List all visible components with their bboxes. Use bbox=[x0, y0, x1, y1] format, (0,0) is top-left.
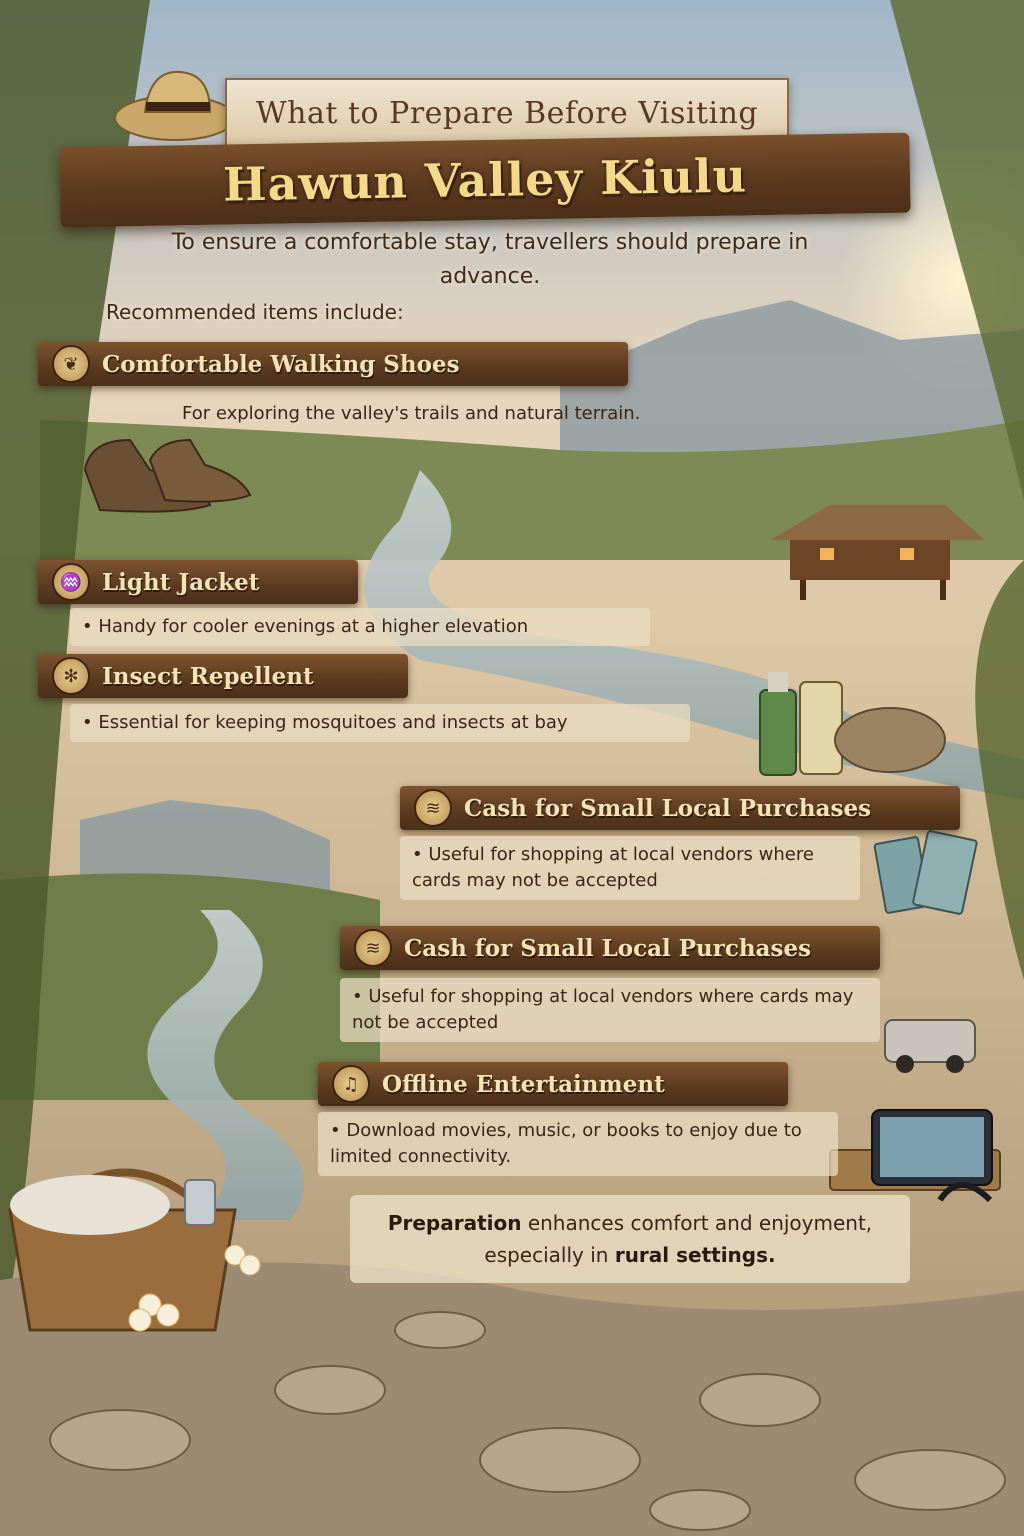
cash-icon: ≋ bbox=[414, 789, 452, 827]
entertainment-icon: ♫ bbox=[332, 1065, 370, 1103]
item-description: • Essential for keeping mosquitoes and insects at bay bbox=[70, 704, 690, 742]
closing-bold-rural: rural settings. bbox=[614, 1243, 776, 1267]
item-description: • Handy for cooler evenings at a higher elevation bbox=[70, 608, 650, 646]
recommended-label: Recommended items include: bbox=[106, 300, 404, 324]
closing-note bbox=[350, 1195, 910, 1283]
item-sign-walking-shoes bbox=[38, 342, 628, 386]
item-title: Comfortable Walking Shoes bbox=[102, 350, 460, 378]
shoe-emblem-icon: ❦ bbox=[52, 345, 90, 383]
closing-body: enhances comfort and enjoyment, especially in bbox=[484, 1211, 873, 1267]
item-sign-cash bbox=[400, 786, 960, 830]
item-description: • Useful for shopping at local vendors where cards may not be accepted bbox=[400, 836, 860, 900]
closing-text bbox=[350, 1207, 910, 1271]
closing-bold-preparation: Preparation bbox=[387, 1211, 522, 1235]
page-subtitle: What to Prepare Before Visiting bbox=[255, 95, 759, 131]
intro-text: To ensure a comfortable stay, travellers should prepare in advance. bbox=[171, 230, 809, 289]
item-title: Cash for Small Local Purchases bbox=[464, 794, 872, 822]
item-sign-offline-entertainment bbox=[318, 1062, 788, 1106]
title-wooden-sign bbox=[59, 133, 910, 228]
item-description: • Useful for shopping at local vendors where cards may not be accepted bbox=[340, 978, 880, 1042]
cash-icon: ≋ bbox=[354, 929, 392, 967]
item-title: Offline Entertainment bbox=[382, 1070, 665, 1098]
item-description: • Download movies, music, or books to enjoy due to limited connectivity. bbox=[318, 1112, 838, 1176]
item-sign-insect-repellent bbox=[38, 654, 408, 698]
item-description: For exploring the valley's trails and natural terrain. bbox=[182, 403, 641, 424]
item-title: Insect Repellent bbox=[102, 662, 314, 690]
page-title: Hawun Valley Kiulu bbox=[222, 148, 748, 212]
item-sign-cash-duplicate bbox=[340, 926, 880, 970]
jacket-icon: ♒ bbox=[52, 563, 90, 601]
item-title: Cash for Small Local Purchases bbox=[404, 934, 812, 962]
item-title: Light Jacket bbox=[102, 568, 260, 596]
item-sign-light-jacket bbox=[38, 560, 358, 604]
insect-icon: ✻ bbox=[52, 657, 90, 695]
